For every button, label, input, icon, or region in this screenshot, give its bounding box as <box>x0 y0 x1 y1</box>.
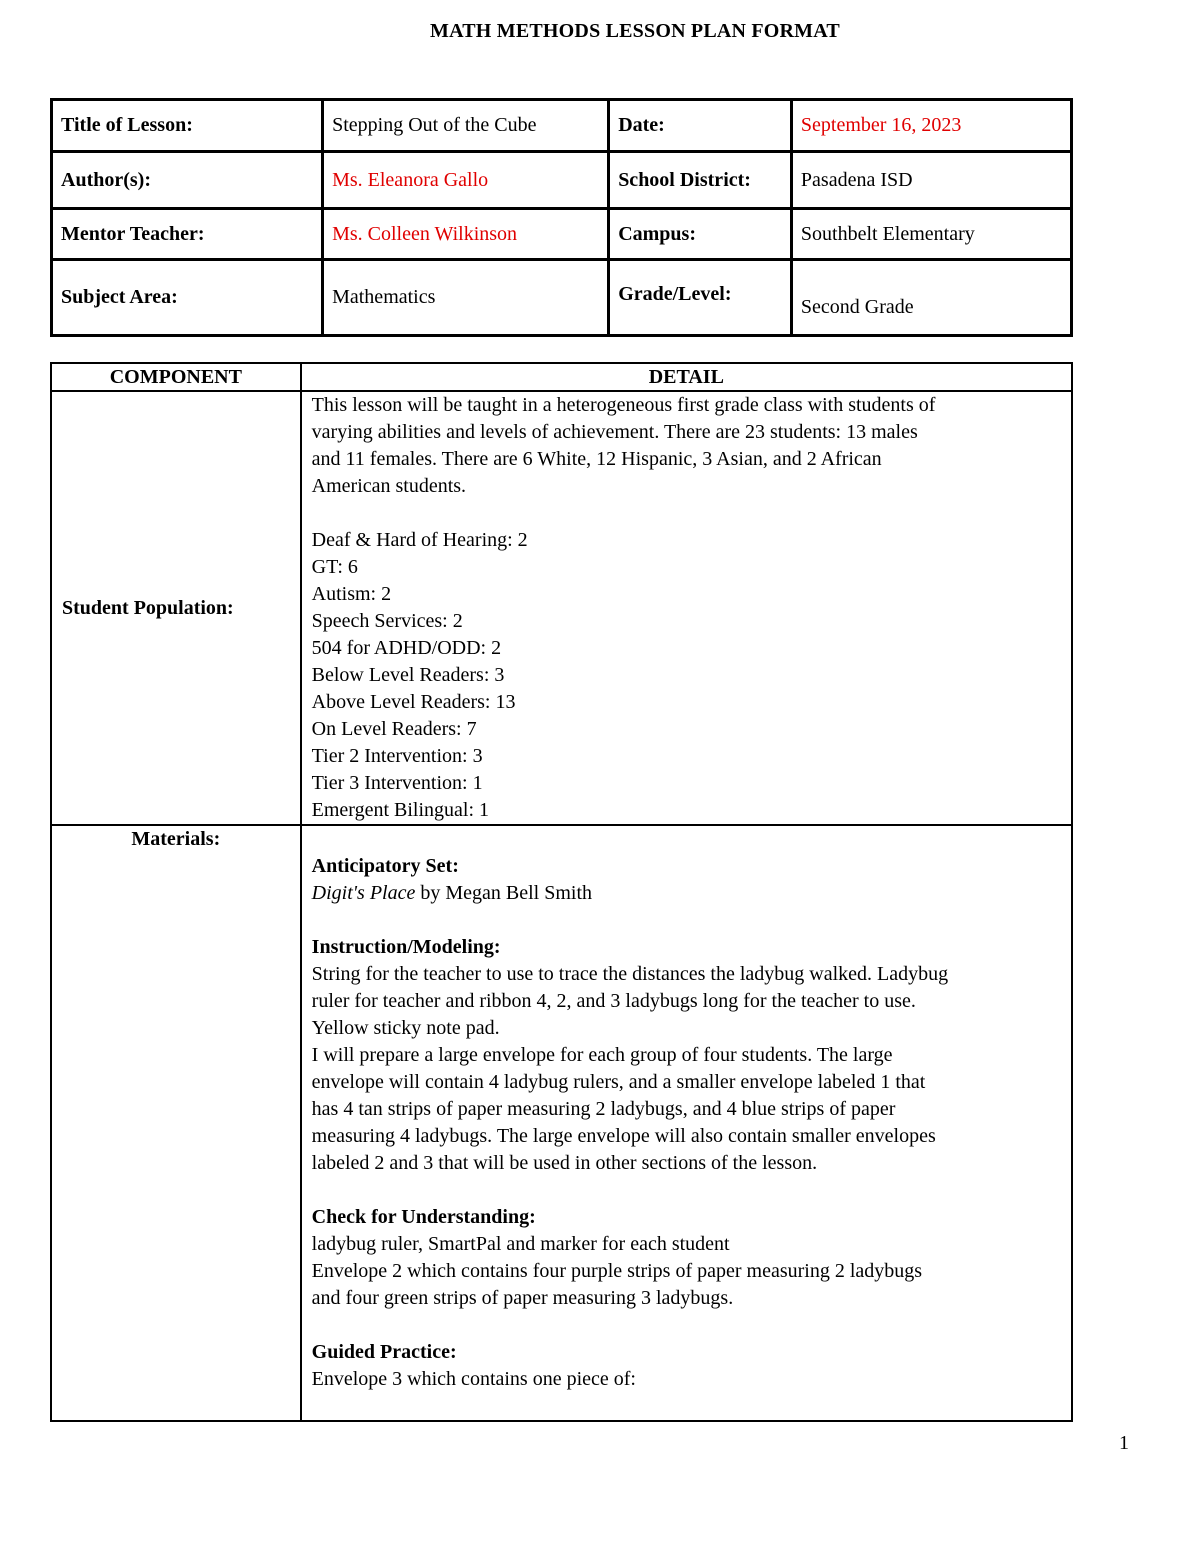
title-of-lesson-label: Title of Lesson: <box>52 100 323 152</box>
grade-level-label: Grade/Level: <box>609 260 792 336</box>
book-author: by Megan Bell Smith <box>415 882 593 904</box>
mentor-teacher-label: Mentor Teacher: <box>52 209 323 260</box>
date-value: September 16, 2023 <box>791 100 1071 152</box>
anticipatory-set-item <box>312 880 1061 907</box>
instruction-line: has 4 tan strips of paper measuring 2 ladybugs, and 4 blue strips of paper <box>311 1098 896 1120</box>
subject-area-label: Subject Area: <box>52 260 323 336</box>
instruction-modeling-heading: Instruction/Modeling: <box>311 936 501 958</box>
instruction-line: measuring 4 ladybugs. The large envelope will also contain smaller envelopes <box>311 1125 936 1147</box>
student-population-detail <box>301 391 1072 825</box>
population-intro-line: varying abilities and levels of achievement. There are 23 students: 13 males <box>311 421 918 443</box>
info-row-mentor <box>52 209 1072 260</box>
guided-line: Envelope 3 which contains one piece of: <box>311 1368 636 1390</box>
grade-level-value: Second Grade <box>791 260 1071 336</box>
check-line: Envelope 2 which contains four purple strips of paper measuring 2 ladybugs <box>311 1260 923 1282</box>
campus-value: Southbelt Elementary <box>791 209 1071 260</box>
mentor-teacher-value: Ms. Colleen Wilkinson <box>323 209 609 260</box>
title-of-lesson-value: Stepping Out of the Cube <box>323 100 609 152</box>
lesson-info-table <box>50 98 1073 337</box>
detail-header: DETAIL <box>301 363 1072 391</box>
population-group-item: GT: 6 <box>311 556 358 578</box>
lesson-detail-table <box>50 362 1073 1422</box>
population-group-item: On Level Readers: 7 <box>311 718 477 740</box>
blank-line <box>312 907 1061 934</box>
instruction-line: ruler for teacher and ribbon 4, 2, and 3 ladybugs long for the teacher to use. <box>311 990 916 1012</box>
materials-label: Materials: <box>51 825 301 1421</box>
campus-label: Campus: <box>609 209 792 260</box>
info-row-subject <box>52 260 1072 336</box>
instruction-line: String for the teacher to use to trace the distances the ladybug walked. Ladybug <box>311 963 949 985</box>
blank-line <box>312 500 1061 527</box>
check-line: ladybug ruler, SmartPal and marker for each student <box>311 1233 730 1255</box>
population-group-item: 504 for ADHD/ODD: 2 <box>311 637 502 659</box>
population-group-item: Above Level Readers: 13 <box>311 691 516 713</box>
instruction-line: labeled 2 and 3 that will be used in other sections of the lesson. <box>311 1152 818 1174</box>
population-group-item: Speech Services: 2 <box>311 610 463 632</box>
guided-practice-heading: Guided Practice: <box>311 1341 457 1363</box>
info-row-author <box>52 152 1072 209</box>
check-for-understanding-heading: Check for Understanding: <box>311 1206 536 1228</box>
population-group-item: Emergent Bilingual: 1 <box>311 799 490 821</box>
population-group-item: Below Level Readers: 3 <box>311 664 505 686</box>
blank-line <box>312 826 1061 853</box>
student-population-row <box>51 391 1072 825</box>
page-number: 1 <box>1119 1432 1129 1454</box>
materials-row <box>51 825 1072 1421</box>
subject-area-value: Mathematics <box>323 260 609 336</box>
school-district-value: Pasadena ISD <box>791 152 1071 209</box>
student-population-label: Student Population: <box>51 391 301 825</box>
instruction-line: Yellow sticky note pad. <box>311 1017 500 1039</box>
author-label: Author(s): <box>52 152 323 209</box>
population-group-item: Deaf & Hard of Hearing: 2 <box>311 529 528 551</box>
date-label: Date: <box>609 100 792 152</box>
info-row-title <box>52 100 1072 152</box>
population-group-item: Tier 3 Intervention: 1 <box>311 772 483 794</box>
component-header: COMPONENT <box>51 363 301 391</box>
blank-line <box>312 1177 1061 1204</box>
population-intro-line: and 11 females. There are 6 White, 12 Hispanic, 3 Asian, and 2 African <box>311 448 882 470</box>
school-district-label: School District: <box>609 152 792 209</box>
document-title: MATH METHODS LESSON PLAN FORMAT <box>430 20 840 42</box>
population-intro-line: This lesson will be taught in a heterogeneous first grade class with students of <box>311 394 936 416</box>
anticipatory-set-heading: Anticipatory Set: <box>311 855 459 877</box>
blank-line <box>312 1312 1061 1339</box>
book-title: Digit's Place <box>311 882 416 904</box>
check-line: and four green strips of paper measuring 3 ladybugs. <box>311 1287 734 1309</box>
population-group-item: Tier 2 Intervention: 3 <box>311 745 483 767</box>
instruction-line: I will prepare a large envelope for each group of four students. The large <box>311 1044 893 1066</box>
population-group-item: Autism: 2 <box>311 583 392 605</box>
author-value: Ms. Eleanora Gallo <box>323 152 609 209</box>
materials-detail <box>301 825 1072 1421</box>
detail-header-row <box>51 363 1072 391</box>
instruction-line: envelope will contain 4 ladybug rulers, and a smaller envelope labeled 1 that <box>311 1071 926 1093</box>
population-intro-line: American students. <box>311 475 467 497</box>
